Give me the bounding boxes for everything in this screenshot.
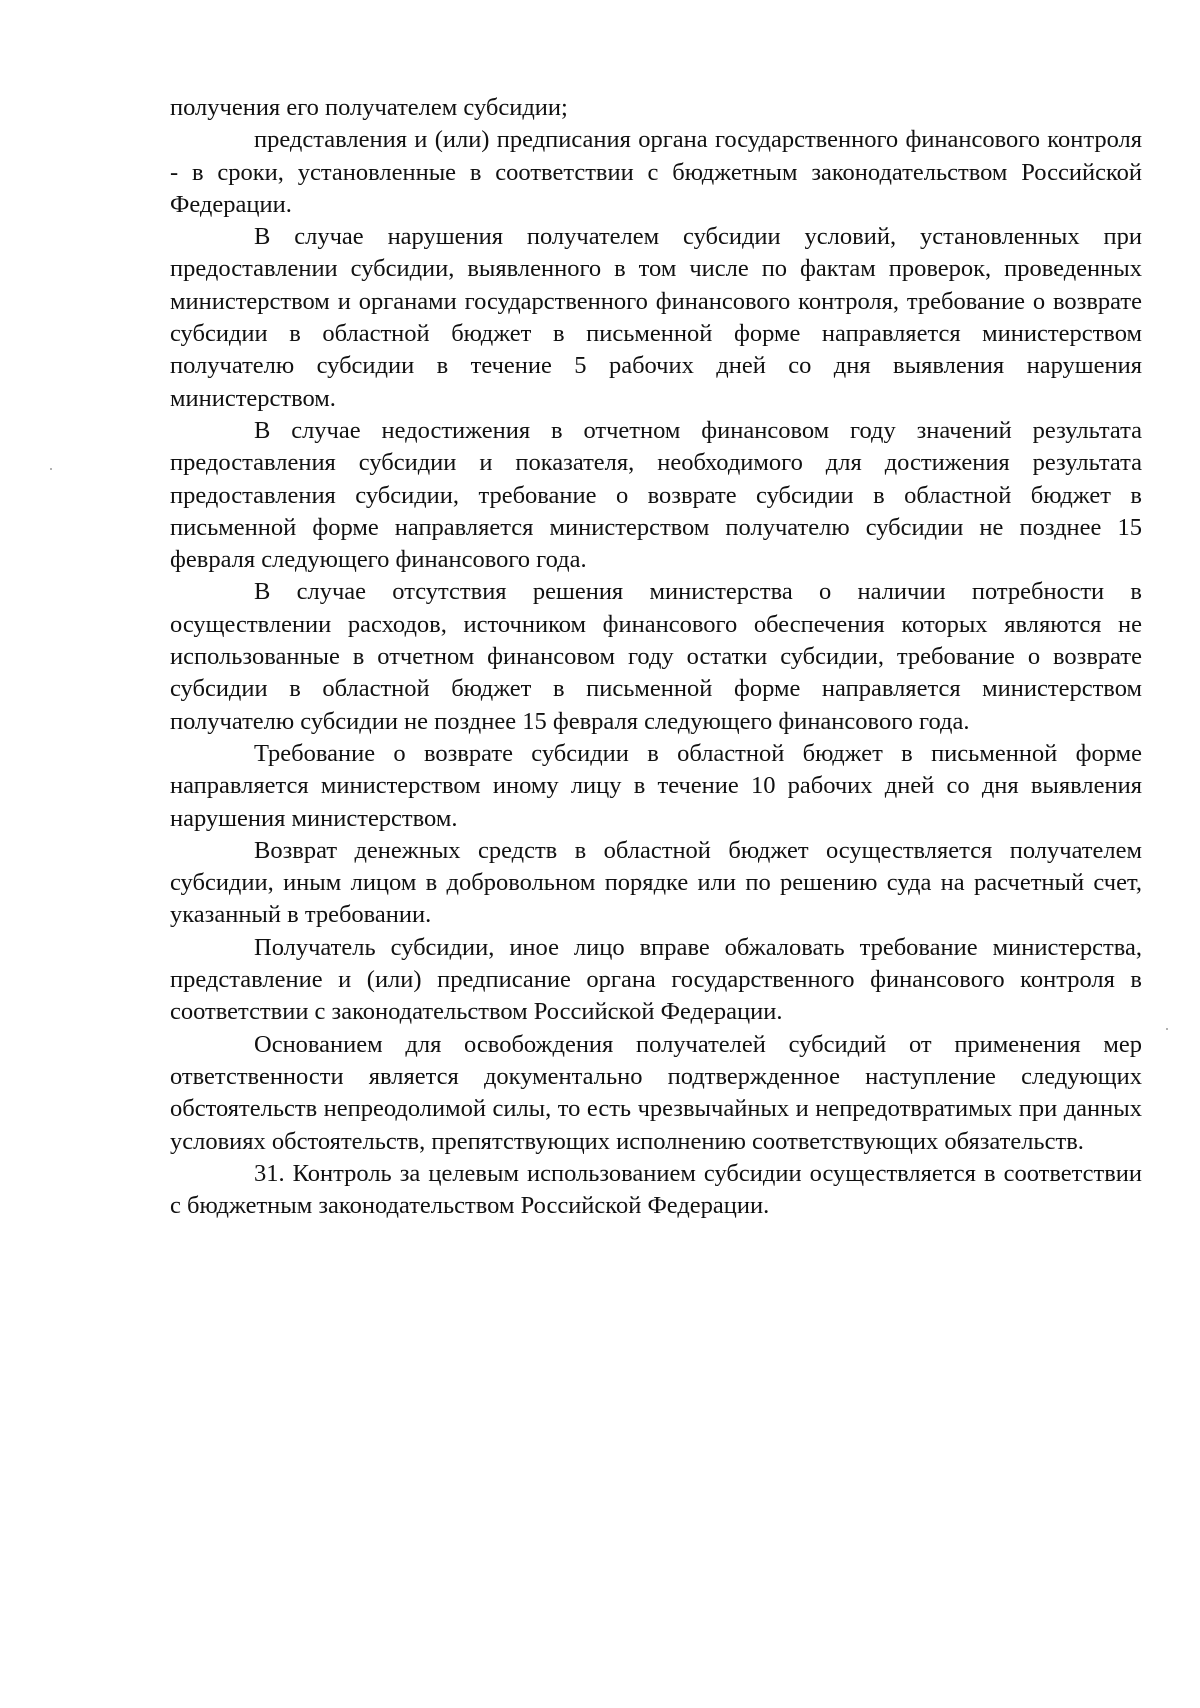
- scan-speck: [1166, 1028, 1168, 1030]
- paragraph-unused-balance: В случае отсутствия решения министерства о наличии потребности в осуществлении расходов, источником финансового обеспечения которых являются не использованные в отчетном финансовом году остатки субсидии, требование о возврате субсидии в областной бюджет в письменной форме направляется министерством получателю субсидии не позднее 15 февраля следующего финансового года.: [170, 578, 1142, 735]
- paragraph-other-person-demand: Требование о возврате субсидии в областной бюджет в письменной форме направляется министерством иному лицу в течение 10 рабочих дней со дня выявления нарушения министерством.: [170, 739, 1142, 832]
- paragraph-section-31-control: 31. Контроль за целевым использованием субсидии осуществляется в соответствии с бюджетным законодательством Российской Федерации.: [170, 1159, 1142, 1220]
- paragraph-continuation: получения его получателем субсидии;: [170, 94, 568, 121]
- paragraph-violation-return: В случае нарушения получателем субсидии условий, установленных при предоставлении субсидии, выявленного в том числе по фактам проверок, проведенных министерством и органами государственного финансового контроля, требование о возврате субсидии в областной бюджет в письменной форме направляется министерством получателю субсидии в течение 5 рабочих дней со дня выявления нарушения министерством.: [170, 223, 1142, 412]
- paragraph-representation-deadline: представления и (или) предписания органа государственного финансового контроля - в сроки, установленные в соответствии с бюджетным законодательством Российской Федерации.: [170, 126, 1142, 218]
- paragraph-appeal-right: Получатель субсидии, иное лицо вправе обжаловать требование министерства, представление и (или) предписание органа государственного финансового контроля в соответствии с законодательством Российской Федерации.: [170, 933, 1142, 1026]
- paragraph-force-majeure: Основанием для освобождения получателей субсидий от применения мер ответственности является документально подтвержденное наступление следующих обстоятельств непреодолимой силы, то есть чрезвычайных и непредотвратимых при данных условиях обстоятельств, препятствующих исполнению соответствующих обязательств.: [170, 1030, 1142, 1155]
- paragraph-funds-return: Возврат денежных средств в областной бюджет осуществляется получателем субсидии, иным лицом в добровольном порядке или по решению суда на расчетный счет, указанный в требовании.: [170, 836, 1142, 929]
- document-body: [170, 92, 1142, 1222]
- scan-speck: [50, 468, 52, 470]
- paragraph-result-not-achieved: В случае недостижения в отчетном финансовом году значений результата предоставления субсидии и показателя, необходимого для достижения результата предоставления субсидии, требование о возврате субсидии в областной бюджет в письменной форме направляется министерством получателю субсидии не позднее 15 февраля следующего финансового года.: [170, 416, 1142, 574]
